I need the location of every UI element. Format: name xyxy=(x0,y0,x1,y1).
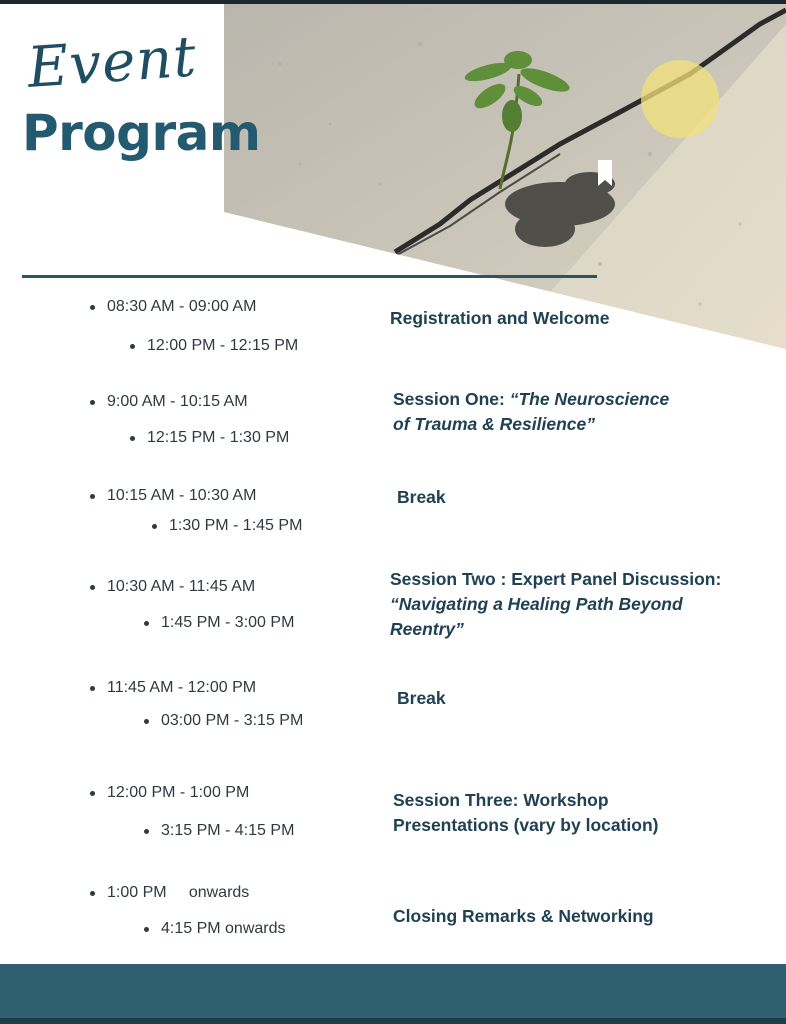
session-line: “Navigating a Healing Path Beyond xyxy=(390,594,683,614)
footer-bottom-strip xyxy=(0,1018,786,1024)
time-primary: 11:45 AM - 12:00 PM xyxy=(107,679,257,696)
footer-band xyxy=(0,964,786,1024)
session-line: Closing Remarks & Networking xyxy=(393,906,654,926)
time-primary: 08:30 AM - 09:00 AM xyxy=(107,298,257,315)
time-secondary: 1:30 PM - 1:45 PM xyxy=(169,517,303,534)
time-secondary: 3:15 PM - 4:15 PM xyxy=(161,822,295,839)
session-line: Presentations (vary by location) xyxy=(393,815,659,835)
time-secondary: 12:00 PM - 12:15 PM xyxy=(147,337,299,354)
session-line: “The Neuroscience xyxy=(509,389,670,409)
session-line: Session Two : Expert Panel Discussion: xyxy=(390,569,722,589)
session-line: Break xyxy=(397,688,446,708)
session-title xyxy=(390,567,721,642)
session-line: Reentry” xyxy=(390,619,464,639)
session-prefix: Session One: xyxy=(393,389,510,409)
time-secondary: 12:15 PM - 1:30 PM xyxy=(147,429,290,446)
time-primary: 10:30 AM - 11:45 AM xyxy=(107,578,256,595)
divider xyxy=(22,275,597,278)
session-title xyxy=(397,485,446,510)
title-script: Event xyxy=(25,24,199,102)
time-secondary: 1:45 PM - 3:00 PM xyxy=(161,614,295,631)
session-title xyxy=(390,306,609,331)
session-title xyxy=(397,686,446,711)
time-primary: 12:00 PM - 1:00 PM xyxy=(107,784,250,801)
session-title xyxy=(393,387,669,437)
page-title: Program xyxy=(22,104,261,162)
session-title xyxy=(393,904,654,929)
time-secondary: 4:15 PM onwards xyxy=(161,920,286,937)
time-primary: 9:00 AM - 10:15 AM xyxy=(107,393,248,410)
session-line: Session Three: Workshop xyxy=(393,790,609,810)
session-title xyxy=(393,788,659,838)
session-line: Registration and Welcome xyxy=(390,308,610,328)
time-secondary: 03:00 PM - 3:15 PM xyxy=(161,712,304,729)
session-line: of Trauma & Resilience” xyxy=(393,414,595,434)
time-primary: 1:00 PM onwards xyxy=(107,884,250,901)
time-primary: 10:15 AM - 10:30 AM xyxy=(107,487,257,504)
session-line: Break xyxy=(397,487,446,507)
